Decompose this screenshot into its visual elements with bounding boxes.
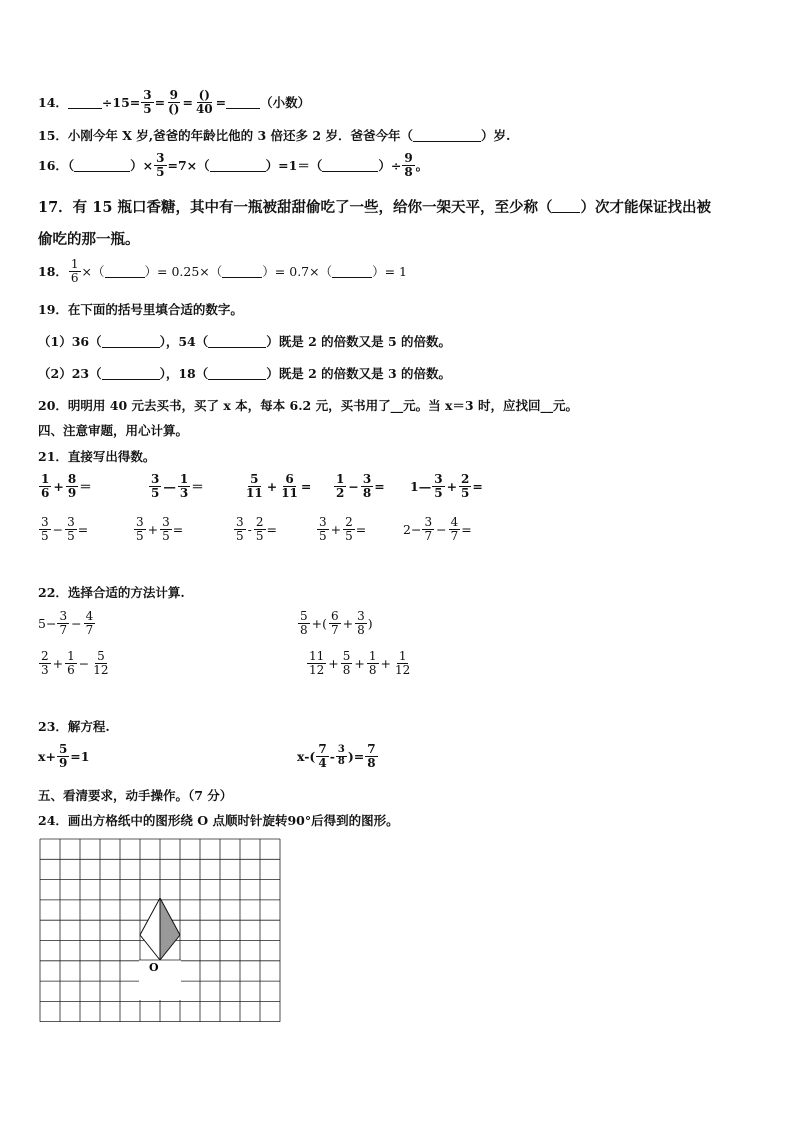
q16-fraction-1: $\frac{3}{5}$ (156, 151, 165, 179)
q18-fraction: $\frac{1}{6}$ (70, 257, 79, 285)
q21-row2-expression: $\frac{3}{5}$ − $\frac{3}{5}$ = (41, 515, 89, 543)
section-4-heading: 四、注意审题，用心计算。 (38, 423, 189, 438)
q21-row1-expression: $\frac{3}{5}$ — $\frac{1}{3}$ ＝ (151, 472, 204, 500)
q16-text-1: ）× (130, 158, 154, 174)
q18-text-3: ）= 0.7×（ (262, 264, 333, 280)
question-18 (38, 258, 407, 284)
q18-text-1: ×（ (81, 264, 105, 280)
q22-expression-4: $\frac{11}{12}$ + $\frac{5}{8}$ + $\frac{1}{8}$ + $\frac{1}{12}$ (309, 649, 411, 677)
q14-div15: ÷15= (101, 94, 141, 110)
q14-tail: （小数） (260, 95, 311, 111)
q16-fraction-2: $\frac{9}{8}$ (404, 151, 413, 179)
q19-r2-c: ）既是 2 的倍数又是 3 的倍数。 (266, 366, 452, 381)
q19-r2-b: ），18（ (159, 366, 209, 381)
q21-row1-expression: $\frac{1}{2}$ − $\frac{3}{8}$ = (336, 472, 385, 500)
q16-blank-1[interactable] (74, 159, 130, 172)
q21-row1-expression: $\frac{1}{6}$ + $\frac{8}{9}$ ＝ (41, 472, 92, 500)
q14-equals: = (154, 94, 166, 110)
q21-row2-expression: $\frac{3}{5}$ + $\frac{2}{5}$ = (319, 515, 367, 543)
q21-row1-expression: $\frac{5}{11}$ + $\frac{6}{11}$ = (246, 472, 312, 500)
shaded-triangle (160, 898, 180, 960)
section-5-heading: 五、看清要求，动手操作。（7 分） (38, 788, 233, 803)
q22-expression-2: $\frac{5}{8}$ +( $\frac{6}{7}$ + $\frac{3}{8}$ ) (300, 609, 373, 637)
q16-text-2: =7×（ (167, 158, 210, 174)
q17-blank[interactable] (552, 200, 580, 213)
q17-text-a: 17．有 15 瓶口香糖，其中有一瓶被甜甜偷吃了一些，给你一架天平，至少称（ (38, 199, 553, 216)
q19-r1-c: ）既是 2 的倍数又是 5 的倍数。 (266, 334, 452, 349)
q22-expression-1: 5− $\frac{3}{7}$ − $\frac{4}{7}$ (38, 609, 94, 637)
white-triangle (140, 898, 160, 960)
q19-r2-blank-1[interactable] (102, 367, 160, 380)
question-20: 20．明明用 40 元去买书，买了 x 本，每本 6.2 元，买书用了__元。当 x＝3 时，应找回__元。 (38, 398, 578, 413)
q18-blank-3[interactable] (332, 265, 372, 278)
q19-r2-blank-2[interactable] (208, 367, 266, 380)
q21-row2-expression: $\frac{3}{5}$ - $\frac{2}{5}$ = (236, 515, 277, 543)
q18-text-2: ）= 0.25×（ (144, 264, 223, 280)
q14-number: 14． (38, 95, 68, 111)
point-o-label: O (149, 961, 159, 974)
question-24: 24．画出方格纸中的图形绕 O 点顺时针旋转90°后得到的图形。 (38, 813, 399, 828)
q19-title: 19．在下面的括号里填合适的数字。 (38, 302, 243, 317)
question-14 (38, 89, 310, 115)
q14-fraction-3: $\frac{()}{40}$ (195, 88, 213, 116)
question-17-line-2: 偷吃的那一瓶。 (38, 231, 140, 248)
q19-r1-blank-1[interactable] (102, 335, 160, 348)
question-17-line-1 (38, 196, 711, 217)
q23-equation-2: x-( $\frac{7}{4}$ - $\frac{3}{8}$ )= $\frac{7}{8}$ (297, 742, 376, 770)
q19-row-2 (38, 364, 451, 382)
q21-row2-expression: 2− $\frac{3}{7}$ − $\frac{4}{7}$ = (403, 515, 472, 543)
q16-text-4: ）÷ (378, 158, 402, 174)
q18-number: 18． (38, 264, 68, 280)
q23-title: 23．解方程. (38, 719, 110, 734)
q15-tail: ）岁. (480, 128, 511, 143)
q16-number: 16．（ (38, 158, 75, 174)
question-15 (38, 126, 510, 144)
q23-equation-1: x+ $\frac{5}{9}$ =1 (38, 742, 90, 770)
q18-blank-2[interactable] (222, 265, 262, 278)
q19-r1-a: （1）36（ (38, 334, 102, 349)
question-16 (38, 152, 428, 178)
q16-end: 。 (415, 158, 429, 174)
q19-r1-b: ），54（ (159, 334, 209, 349)
grid-paper[interactable] (39, 838, 281, 1022)
q21-row1-expression: 1— $\frac{3}{5}$ + $\frac{2}{5}$ = (410, 472, 483, 500)
q15-blank[interactable] (413, 129, 481, 142)
q19-r2-a: （2）23（ (38, 366, 102, 381)
q14-equals: = (215, 94, 227, 110)
q18-blank-1[interactable] (105, 265, 145, 278)
q16-text-3: ）=1＝（ (265, 158, 323, 174)
q19-row-1 (38, 332, 451, 350)
q15-text: 15．小刚今年 X 岁,爸爸的年龄比他的 3 倍还多 2 岁．爸爸今年（ (38, 128, 413, 143)
o-point-gap (139, 960, 181, 1000)
q21-title: 21．直接写出得数。 (38, 449, 156, 464)
q14-fraction-2: $\frac{9}{()}$ (168, 88, 180, 116)
q16-blank-2[interactable] (210, 159, 266, 172)
q22-expression-3: $\frac{2}{3}$ + $\frac{1}{6}$ − $\frac{5}{12}$ (41, 649, 109, 677)
q22-title: 22．选择合适的方法计算. (38, 585, 185, 600)
q14-fraction-1: $\frac{3}{5}$ (143, 88, 152, 116)
q18-text-4: ）= 1 (372, 264, 408, 280)
q14-blank-1[interactable] (68, 96, 102, 109)
q16-blank-3[interactable] (322, 159, 378, 172)
q21-row2-expression: $\frac{3}{5}$ + $\frac{3}{5}$ = (136, 515, 184, 543)
q14-equals: = (182, 94, 193, 110)
q17-text-b: ）次才能保证找出被 (580, 199, 711, 216)
q14-blank-2[interactable] (226, 96, 260, 109)
q19-r1-blank-2[interactable] (208, 335, 266, 348)
